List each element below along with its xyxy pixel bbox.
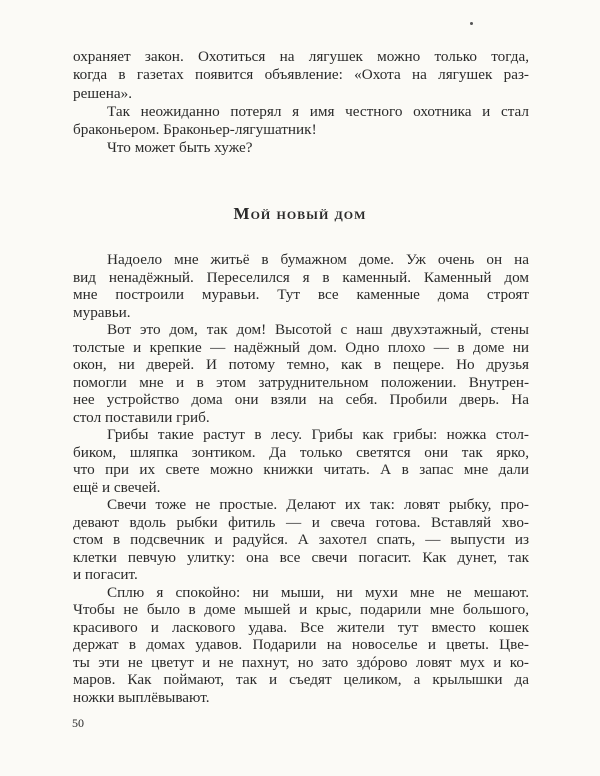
text-line: Вот это дом, так дом! Высотой с наш двухэтажный, стены (107, 321, 529, 338)
text-line: девают вдоль рыбки фитиль — и свеча готова. Вставляй хво- (73, 513, 529, 531)
text-line: помогли мне и в этом затруднительном положении. Внутрен- (73, 373, 529, 391)
text-line: Что может быть хуже? (107, 139, 253, 157)
text-line: окон, ни дверей. И потому темно, как в пещере. Но друзья (73, 356, 529, 373)
text-line: стол поставили гриб. (73, 408, 210, 426)
text-line: браконьером. Браконьер-лягушатник! (73, 121, 317, 139)
text-line: Надоело мне житьё в бумажном доме. Уж очень он на (107, 251, 529, 268)
text-line: что при их свете можно книжки читать. А в запас мне дали (73, 461, 529, 478)
text-line: когда в газетах появится объявление: «Охота на лягушек раз- (73, 66, 529, 84)
text-line: Свечи тоже не простые. Делают их так: ловят рыбку, про- (107, 496, 529, 513)
text-line: решена». (73, 84, 133, 102)
text-line: маров. Как поймают, так и съедят целиком, а крылышки да (73, 671, 529, 688)
text-line: толстые и крепкие — надёжный дом. Одно плохо — в доме ни (73, 338, 529, 356)
text-line: биком, шляпка зонтиком. Да только светятся они так ярко, (73, 443, 529, 461)
text-line: Грибы такие растут в лесу. Грибы как грибы: ножка стол- (107, 426, 529, 443)
text-line: и погасит. (73, 566, 138, 583)
text-line: ножки выплёвывают. (73, 688, 210, 706)
text-line: муравьи. (73, 303, 131, 321)
text-line: Чтобы не было в доме мышей и крыс, подарили мне большого, (73, 601, 529, 618)
text-line: мне построили муравьи. Тут все каменные дома строят (73, 286, 529, 303)
text-line: стом в подсвечник и радуйся. А захотел спать, — выпусти из (73, 531, 529, 548)
text-line: Так неожиданно потерял я имя честного охотника и стал (107, 102, 529, 120)
text-line: красивого и ласкового удава. Все жители тут вместо кошек (73, 618, 529, 636)
text-line: вид ненадёжный. Переселился я в каменный. Каменный дом (73, 268, 529, 286)
text-line: нее устройство дома они взяли на себя. Пробили дверь. На (73, 391, 529, 408)
text-line: клетки певчую улитку: она все свечи погасит. Как дунет, так (73, 548, 529, 566)
chapter-title: Мой новый дом (233, 204, 367, 223)
page-number: 50 (72, 716, 84, 730)
text-line: держат в домах удавов. Подарили на новоселье и цветы. Цве- (73, 636, 529, 653)
text-line: Сплю я спокойно: ни мыши, ни мухи мне не мешают. (107, 583, 529, 601)
chapter-body (73, 251, 529, 706)
text-line: охраняет закон. Охотиться на лягушек можно только тогда, (73, 48, 529, 65)
text-line: ещё и свечей. (73, 478, 161, 496)
text-line: ты эти не цветут и не пахнут, но зато здóрово ловят мух и ко- (73, 653, 529, 671)
print-speck (470, 22, 473, 25)
previous-chapter-ending (73, 48, 529, 158)
